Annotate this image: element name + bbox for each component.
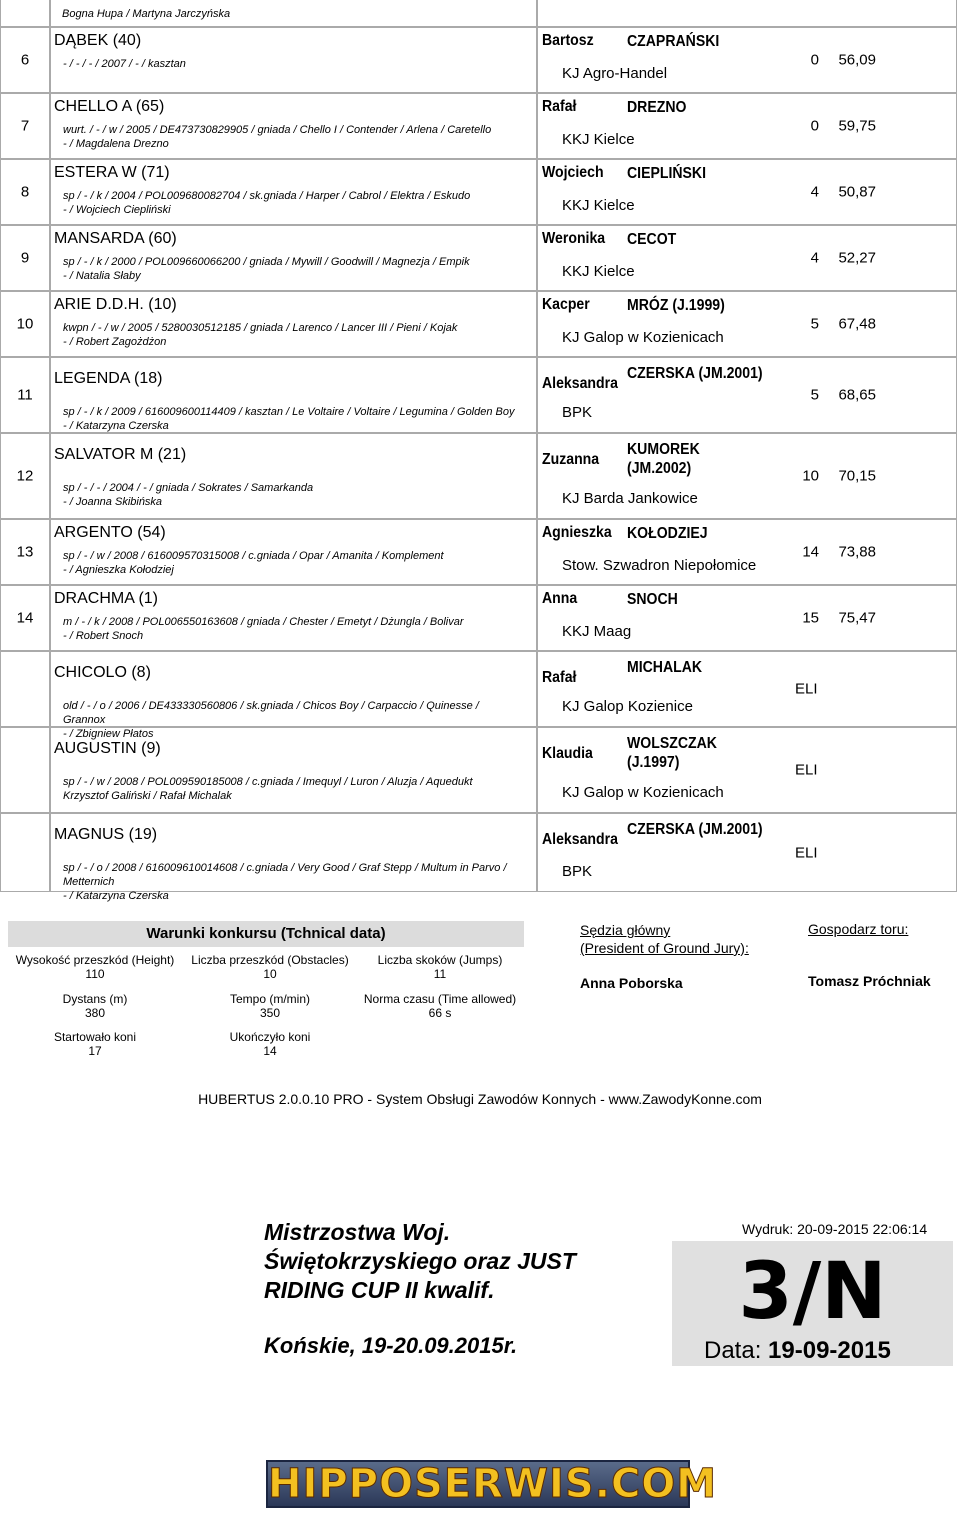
rank-cell (0, 651, 50, 727)
club: KKJ Kielce (562, 263, 635, 280)
horse-info: sp / - / k / 2004 / POL009680082704 / sk.gniada / Harper / Cabrol / Elektra / Eskudo - / Wojciech Ciepliński (63, 190, 471, 216)
time: 50,87 (838, 183, 876, 201)
rider-first-name: Bartosz (542, 32, 594, 49)
horse-name: SALVATOR M (21) (54, 446, 187, 463)
club: KKJ Kielce (562, 197, 635, 214)
rank-cell (0, 357, 50, 433)
obstacles-field: Liczba przeszkód (Obstacles) 10 (191, 953, 349, 981)
competition-code: 3/N (738, 1247, 887, 1337)
horse-cell (50, 93, 537, 159)
time-allowed-field: Norma czasu (Time allowed) 66 s (363, 992, 517, 1020)
horse-info: - / - / - / 2007 / - / kasztan (63, 58, 186, 70)
rider-cell (537, 433, 957, 519)
horse-name: ESTERA W (71) (54, 164, 170, 181)
penalty-points: 0 (810, 117, 819, 135)
rider-last-name: MICHALAK (627, 659, 703, 676)
rank: 11 (17, 386, 33, 404)
competition-box (672, 1241, 953, 1366)
table-row (0, 159, 958, 225)
rider-cell (537, 159, 957, 225)
rider-cell (537, 27, 957, 93)
rider-first-name: Zuzanna (542, 451, 600, 468)
horse-cell (50, 813, 537, 902)
rider-last-name: KUMOREK (JM.2002) (627, 441, 700, 477)
rider-cell (537, 727, 957, 813)
rider-cell (537, 357, 957, 433)
club: BPK (562, 863, 593, 880)
horse-cell (50, 433, 537, 519)
time: 56,09 (838, 51, 876, 69)
club: KJ Galop Kozienice (562, 698, 693, 715)
rider-first-name: Klaudia (542, 745, 593, 762)
time: 73,88 (838, 543, 876, 561)
rider-first-name: Wojciech (542, 164, 604, 181)
rider-last-name: WOLSZCZAK (J.1997) (627, 735, 717, 771)
horse-cell (50, 651, 537, 740)
rider-cell (537, 585, 957, 651)
print-timestamp: Wydruk: 20-09-2015 22:06:14 (742, 1221, 928, 1237)
rider-cell (537, 651, 957, 727)
rider-cell (537, 519, 957, 585)
club: KKJ Kielce (562, 131, 635, 148)
rider-first-name: Rafał (542, 669, 577, 686)
penalty-points: 0 (810, 51, 819, 69)
conditions-title: Warunki konkursu (Tchnical data) (8, 921, 524, 947)
eliminated-label: ELI (795, 844, 818, 861)
rider-last-name: CZERSKA (JM.2001) (627, 821, 763, 838)
table-row (0, 585, 958, 651)
horse-cell (50, 727, 537, 813)
rider-cell (537, 813, 957, 892)
time: 68,65 (838, 386, 876, 404)
rider-cell (537, 291, 957, 357)
rider-last-name: MRÓZ (J.1999) (627, 297, 725, 314)
horse-name: CHELLO A (65) (54, 98, 165, 115)
rider-first-name: Rafał (542, 98, 577, 115)
rider-first-name: Aleksandra (542, 831, 618, 848)
penalty-points: 5 (810, 315, 819, 333)
rider-cell (537, 93, 957, 159)
tempo-field: Tempo (m/min) 350 (229, 992, 310, 1020)
table-row (0, 225, 958, 291)
horse-info: sp / - / o / 2008 / 616009610014608 / c.gniada / Very Good / Graf Stepp / Multum in Parvo / Metternich - / Katarzyna Czerska (63, 862, 507, 902)
table-row (0, 291, 958, 357)
horse-name: ARGENTO (54) (54, 524, 166, 541)
event-place-date: Końskie, 19-20.09.2015r. (264, 1333, 518, 1358)
horse-name: MANSARDA (60) (54, 230, 177, 247)
penalty-points: 4 (810, 249, 819, 267)
table-row (0, 27, 958, 93)
height-field: Wysokość przeszkód (Height) 110 (15, 953, 175, 981)
rank-cell (0, 93, 50, 159)
event-title: Mistrzostwa Woj. Świętokrzyskiego oraz JUST RIDING CUP II kwalif. (264, 1219, 576, 1303)
horse-cell (50, 159, 537, 225)
rank-cell (0, 519, 50, 585)
eliminated-label: ELI (795, 761, 818, 779)
rank-cell (0, 225, 50, 291)
horse-info: sp / - / k / 2009 / 616009600114409 / kasztan / Le Voltaire / Voltaire / Legumina / Golden Boy - / Katarzyna Czerska (63, 406, 515, 432)
distance-field: Dystans (m) 380 (62, 992, 128, 1020)
time: 59,75 (838, 117, 876, 135)
horse-cell (50, 585, 537, 651)
rank: 10 (16, 315, 34, 333)
penalty-points: 4 (810, 183, 819, 201)
rank-cell (0, 813, 50, 892)
rider-first-name: Kacper (542, 296, 590, 313)
rider-first-name: Anna (542, 590, 578, 607)
horse-info: wurt. / - / w / 2005 / DE473730829905 / gniada / Chello I / Contender / Arlena / Caretello - / Magdalena Drezno (63, 124, 492, 150)
time: 52,27 (838, 249, 876, 267)
rank-cell (0, 585, 50, 651)
rank: 12 (16, 467, 34, 485)
rank-cell (0, 727, 50, 813)
club: KJ Galop w Kozienicach (562, 784, 724, 801)
horse-info: sp / - / w / 2008 / 616009570315008 / c.gniada / Opar / Amanita / Komplement - / Agnieszka Kołodziej (63, 550, 444, 576)
horse-info: kwpn / - / w / 2005 / 5280030512185 / gniada / Larenco / Lancer III / Pieni / Kojak - / Robert Zagożdżon (63, 322, 458, 348)
jumps-field: Liczba skoków (Jumps) 11 (377, 953, 503, 981)
horse-cell (50, 357, 537, 433)
club: KJ Barda Jankowice (562, 490, 698, 507)
club: KJ Galop w Kozienicach (562, 329, 724, 346)
rider-first-name: Weronika (542, 230, 606, 247)
course-designer: Gospodarz toru: Tomasz Próchniak (808, 921, 931, 989)
finished-field: Ukończyło koni 14 (229, 1030, 311, 1058)
table-row (0, 813, 958, 902)
table-row (0, 357, 958, 433)
rank-cell (0, 27, 50, 93)
horse-name: ARIE D.D.H. (10) (54, 296, 177, 313)
table-row (0, 433, 958, 519)
hipposerwis-logo: HIPPOSERWIS.COM (268, 1461, 718, 1507)
software-footer: HUBERTUS 2.0.0.10 PRO - System Obsługi Zawodów Konnych - www.ZawodyKonne.com (198, 1091, 762, 1107)
eliminated-label: ELI (795, 680, 818, 698)
rider-last-name: SNOCH (627, 591, 678, 608)
jury-president: Sędzia główny (President of Ground Jury): Anna Poborska (580, 922, 749, 991)
rank: 6 (20, 51, 30, 69)
rider-cell (537, 0, 957, 27)
rider-last-name: DREZNO (627, 99, 687, 116)
rank-cell (0, 159, 50, 225)
table-row (0, 93, 958, 159)
horse-cell (50, 519, 537, 585)
rider-last-name: CZAPRAŃSKI (627, 33, 720, 50)
table-row (0, 519, 958, 585)
horse-info: old / - / o / 2006 / DE433330560806 / sk.gniada / Chicos Boy / Carpaccio / Quinesse / Grannox - / Zbigniew Płatos (63, 700, 479, 740)
started-field: Startowało koni 17 (53, 1030, 137, 1058)
penalty-points: 14 (802, 543, 819, 561)
rider-last-name: CIEPLIŃSKI (627, 165, 707, 182)
penalty-points: 15 (802, 609, 819, 627)
rank-cell (0, 0, 50, 27)
rider-last-name: KOŁODZIEJ (627, 525, 708, 542)
top-fragment: Bogna Hupa / Martyna Jarczyńska (62, 8, 231, 20)
club: KKJ Maag (562, 623, 632, 640)
rank-cell (0, 291, 50, 357)
horse-name: CHICOLO (8) (54, 664, 151, 681)
club: BPK (562, 404, 593, 421)
horse-name: LEGENDA (18) (54, 370, 163, 387)
competition-date: Data: 19-09-2015 (704, 1337, 891, 1364)
rider-last-name: CZERSKA (JM.2001) (627, 365, 763, 382)
rank: 9 (20, 249, 30, 267)
horse-cell (50, 27, 537, 93)
club: Stow. Szwadron Niepołomice (562, 557, 757, 574)
rank: 13 (16, 543, 34, 561)
rank-cell (0, 433, 50, 519)
time: 70,15 (838, 467, 876, 485)
table-row (0, 651, 958, 740)
rank: 7 (20, 117, 30, 135)
rider-cell (537, 225, 957, 291)
table-row (0, 727, 958, 813)
time: 75,47 (838, 609, 876, 627)
penalty-points: 5 (810, 386, 819, 404)
rank: 14 (16, 609, 34, 627)
rider-last-name: CECOT (627, 231, 677, 248)
horse-info: sp / - / - / 2004 / - / gniada / Sokrates / Samarkanda - / Joanna Skibińska (63, 482, 314, 508)
rider-first-name: Agnieszka (542, 524, 612, 541)
horse-name: MAGNUS (19) (54, 826, 158, 843)
horse-info: m / - / k / 2008 / POL006550163608 / gniada / Chester / Emetyt / Dżungla / Bolivar - / Robert Snoch (63, 616, 464, 642)
horse-name: AUGUSTIN (9) (54, 740, 161, 757)
horse-name: DRACHMA (1) (54, 590, 159, 607)
time: 67,48 (838, 315, 876, 333)
horse-cell (50, 291, 537, 357)
rank: 8 (20, 183, 30, 201)
club: KJ Agro-Handel (562, 65, 668, 82)
horse-info: sp / - / k / 2000 / POL009660066200 / gniada / Mywill / Goodwill / Magnezja / Empik - / Natalia Słaby (63, 256, 470, 282)
rider-first-name: Aleksandra (542, 375, 618, 392)
horse-info: sp / - / w / 2008 / POL009590185008 / c.gniada / Imequyl / Luron / Aluzja / Aquedukt Krzysztof Galiński / Rafał Michalak (63, 776, 473, 802)
horse-cell (50, 225, 537, 291)
horse-name: DĄBEK (40) (54, 32, 142, 49)
penalty-points: 10 (802, 467, 819, 485)
